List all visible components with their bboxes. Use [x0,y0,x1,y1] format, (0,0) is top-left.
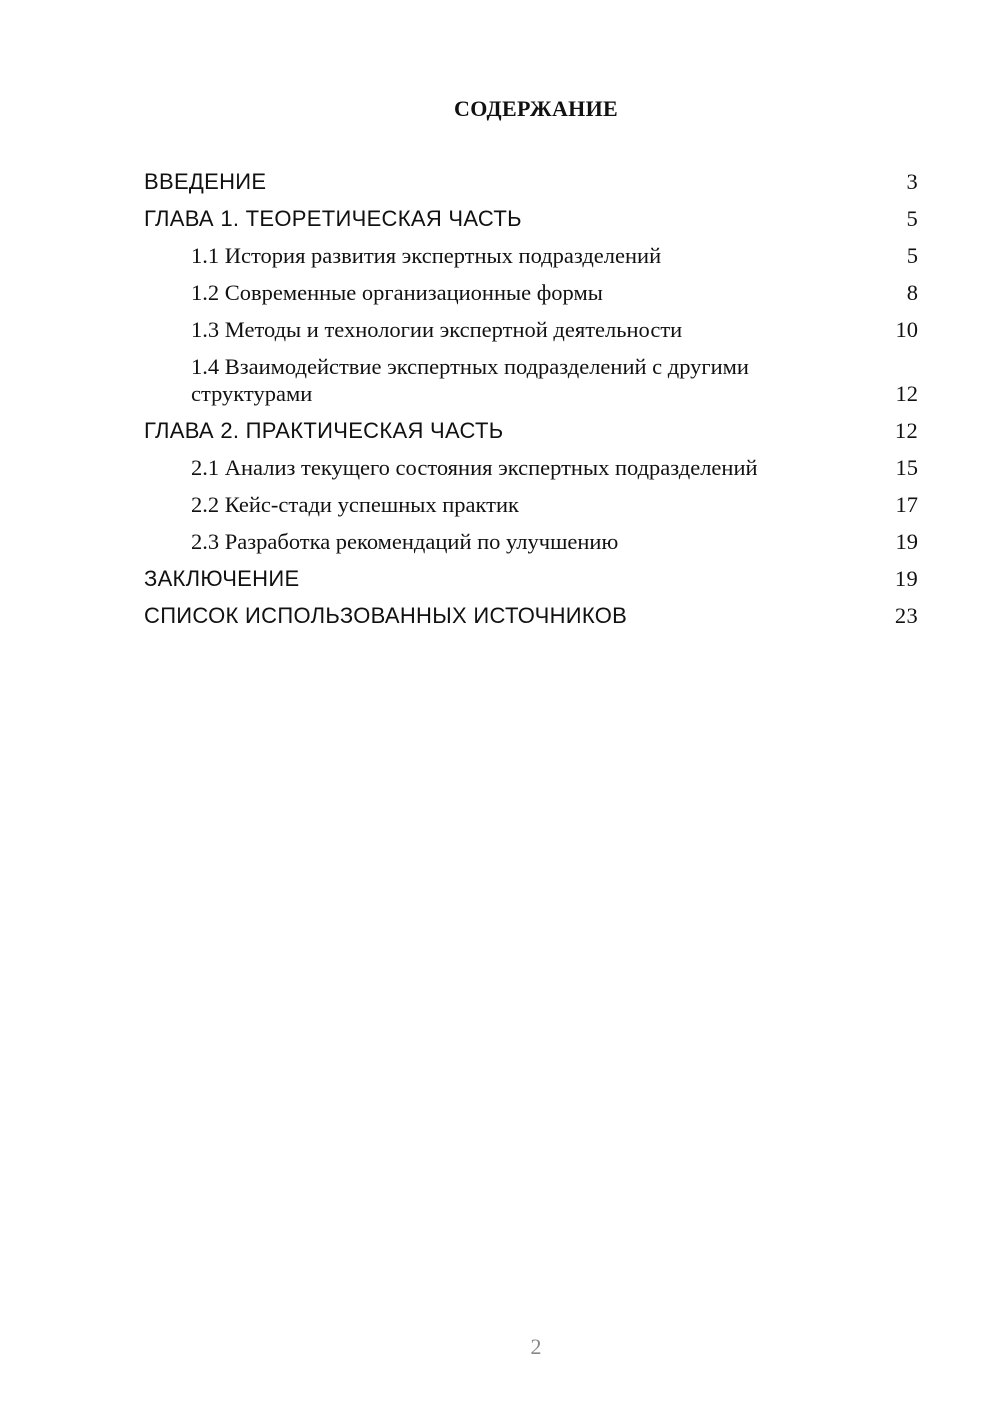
toc-entry-label: 2.2 Кейс-стади успешных практик [191,492,519,517]
toc-entry-section-2-2 [144,491,918,518]
toc-entry-page: 5 [906,206,918,231]
toc-entry-label: 1.1 История развития экспертных подразделений [191,243,662,268]
toc-entry-label: 2.3 Разработка рекомендаций по улучшению [191,529,619,554]
toc-entry-label: 2.1 Анализ текущего состояния экспертных подразделений [191,455,758,480]
toc-entry-label: 1.2 Современные организационные формы [191,280,603,305]
toc-entry-section-1-1 [144,242,918,269]
toc-entry-section-2-3 [144,528,918,555]
toc-entry-page: 5 [906,243,918,268]
toc-entry-label: 1.4 Взаимодействие экспертных подразделений с другими структурами [191,354,749,406]
toc-entry-introduction [144,168,918,195]
toc-entry-label: СПИСОК ИСПОЛЬЗОВАННЫХ ИСТОЧНИКОВ [144,603,628,628]
toc-entry-references [144,602,918,629]
toc-entry-section-2-1 [144,454,918,481]
toc-entry-page: 17 [895,492,918,517]
toc-entry-page: 12 [894,418,918,443]
toc-entry-page: 12 [895,381,918,406]
toc-entry-chapter-1 [144,205,918,232]
toc-entry-label: ГЛАВА 1. ТЕОРЕТИЧЕСКАЯ ЧАСТЬ [144,206,522,231]
toc-entry-page: 19 [894,566,918,591]
toc-entry-page: 10 [895,317,918,342]
toc-entry-section-1-2 [144,279,918,306]
toc-entry-label: ГЛАВА 2. ПРАКТИЧЕСКАЯ ЧАСТЬ [144,418,504,443]
toc-entry-page: 19 [895,529,918,554]
toc-entry-page: 8 [906,280,918,305]
page-title: СОДЕРЖАНИЕ [454,96,618,121]
toc-entry-chapter-2 [144,417,918,444]
toc-entry-page: 15 [895,455,918,480]
toc-entry-page: 23 [894,603,918,628]
toc-entry-section-1-3 [144,316,918,343]
toc-entry-label: ВВЕДЕНИЕ [144,169,267,194]
toc-entry-section-1-4 [144,353,918,407]
page-number: 2 [530,1334,542,1359]
toc-entry-label: ЗАКЛЮЧЕНИЕ [144,566,300,591]
toc-entry-conclusion [144,565,918,592]
toc-entry-label: 1.3 Методы и технологии экспертной деятельности [191,317,683,342]
toc-entry-page: 3 [906,169,918,194]
table-of-contents [144,168,918,639]
